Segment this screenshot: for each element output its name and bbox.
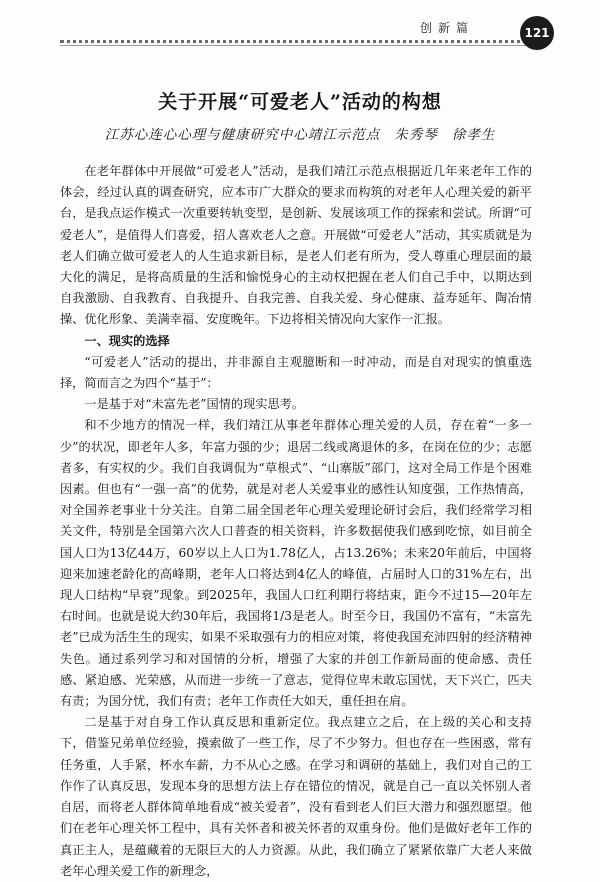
paragraph: “可爱老人”活动的提出，并非源自主观臆断和一时冲动，而是自对现实的慎重选择，简而言之为四个“基于”：: [60, 354, 532, 391]
page-number-badge: 121: [520, 16, 554, 50]
byline-author: 徐孝生: [451, 127, 496, 143]
section-label: 创新篇: [420, 21, 475, 35]
header-rule-thin: [60, 45, 528, 46]
header-rule: [60, 40, 528, 43]
paragraph: 一是基于对“未富先老”国情的现实思考。: [84, 397, 305, 412]
paragraph: 在老年群体中开展做“可爱老人”活动，是我们靖江示范点根据近几年来老年工作的体会，经过认真的调查研究，应本市广大群众的要求而构筑的对老年人心理关爱的新平台，是我点运作模式一次重要转轨变型，是创新、发展该项工作的探索和尝试。所谓“可爱老人”，是值得人们喜爱，招人喜欢老人之意。开展做“可爱老人”活动，其实质就是为老人们确立做可爱老人的人生追求新目标，是老人们老有所为，受人尊重心理层面的最大化的满足，是将高质量的生活和愉悦身心的主动权把握在老人们自己手中，以期达到自我激励、自我教育、自我提升、自我完善、自我关爱、身心健康、益寿延年、陶冶情操、优化形象、美满幸福、安度晚年。下边将相关情况向大家作一汇报。: [60, 164, 532, 327]
byline: [0, 123, 600, 143]
byline-organization: 江苏心连心心理与健康研究中心靖江示范点: [104, 127, 381, 143]
article-body: [60, 161, 532, 882]
section-heading: 一、现实的选择: [84, 333, 170, 348]
byline-author: 朱秀琴: [394, 127, 438, 143]
paragraph: 和不少地方的情况一样，我们靖江从事老年群体心理关爱的人员，存在着“一多一少”的状况，即老年人多，年富力强的少；退居二线或离退休的多，在岗在位的少；志愿者多，有实权的少。我们自我调侃为“草根式”、“山寨版”部门，这对全局工作是个困难因素。但也有“一强一高”的优势，就是对老人关爱事业的感性认知度强，工作热情高，对全国养老事业十分关注。自第二届全国老年心理关爱理论研讨会后，我们经常学习相关文件，特别是全国第六次人口普查的相关资料，许多数据使我们感到吃惊，如目前全国人口为13亿44万，60岁以上人口为1.78亿人，占13.26%；未来20年前后，中国将迎来加速老龄化的高峰期，老年人口将达到4亿人的峰值，占届时人口的31%左右，出现人口结构“早衰”现象。到2025年，我国人口红利期行将结束，距今不过15—20年左右时间。也就是说大约30年后，我国将1/3是老人。时至今日，我国仍不富有，“未富先老”已成为活生生的现实，如果不采取强有力的相应对策，将使我国充沛四射的经济精神失色。通过系列学习和对国情的分析，增强了大家的并创工作新局面的使命感、责任感、紧迫感、光荣感，从而进一步统一了意志，觉得位卑未敢忘国忧，天下兴亡，匹夫有责；为国分忧，我们有责；老年工作责任大如天，重任担在肩。: [60, 418, 532, 709]
article-title: 关于开展“可爱老人”活动的构想: [158, 91, 442, 113]
paragraph: 二是基于对自身工作认真反思和重新定位。我点建立之后，在上级的关心和支持下，借鉴兄弟单位经验，摸索做了一些工作，尽了不少努力。但也存在一些困惑，常有任务重，人手紧，杯水车薪，力不从心之感。在学习和调研的基础上，我们对自己的工作作了认真反思，发现本身的思想方法上存在错位的情况，就是自己一直以关怀别人者自居，而将老人群体简单地看成“被关爱者”，没有看到老人们巨大潜力和强烈愿望。他们在老年心理关怀工程中，具有关怀者和被关怀者的双重身份。他们是做好老年工作的真正主人，是蕴藏着的无限巨大的人力资源。从此，我们确立了紧紧依靠广大老人来做老年心理关爱工作的新理念，: [60, 715, 532, 878]
